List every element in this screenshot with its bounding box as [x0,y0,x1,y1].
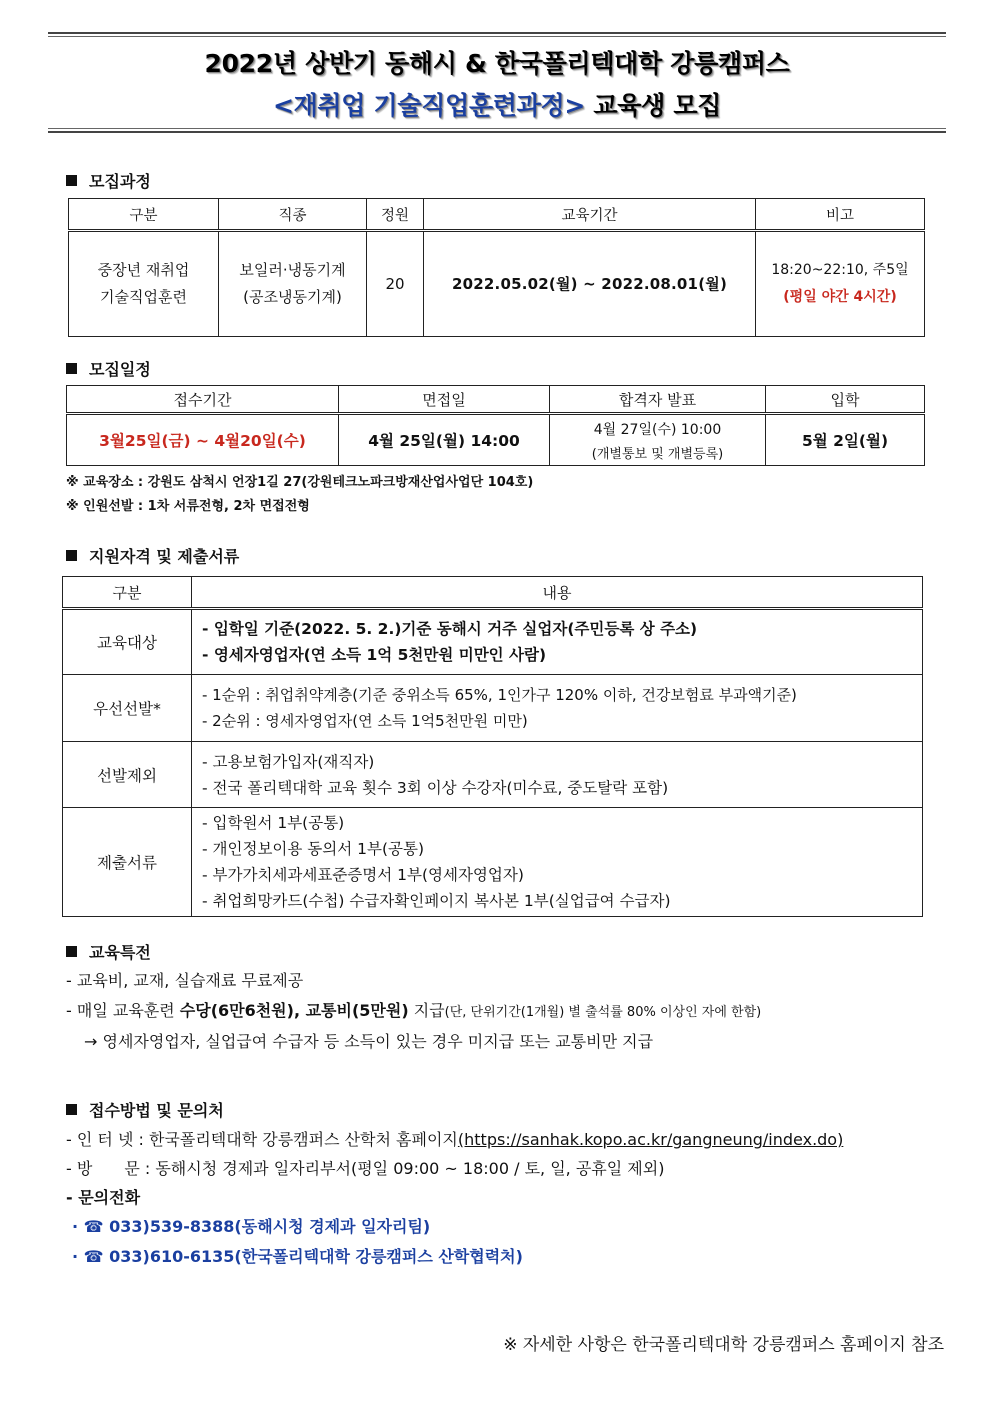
course-capacity-cell: 20 [367,231,424,337]
schedule-header-apply: 접수기간 [67,386,339,414]
section-heading-course: 모집과정 [66,169,151,192]
footer-note: ※ 자세한 사항은 한국폴리텍대학 강릉캠퍼스 홈페이지 참조 [503,1335,944,1355]
square-bullet-icon [66,946,77,957]
course-table [68,198,925,337]
square-bullet-icon [66,550,77,561]
course-header-note: 비고 [756,199,925,231]
benefit-exception: → 영세자영업자, 실업급여 수급자 등 소득이 있는 경우 미지급 또는 교통비만 지급 [84,1032,654,1051]
title-rule-top-thin [48,36,946,37]
title-rule-bottom-thin [48,128,946,129]
square-bullet-icon [66,1104,77,1115]
course-header-category: 구분 [69,199,219,231]
schedule-header-announce: 합격자 발표 [550,386,766,414]
title-rule-bottom [48,131,946,133]
contact-phone-label: - 문의전화 [66,1188,141,1207]
course-header-capacity: 정원 [367,199,424,231]
qualification-content-documents: - 입학원서 1부(공통) - 개인정보이용 동의서 1부(공통) - 부가가치세과세표준증명서 1부(영세자영업자) - 취업희망카드(수첩) 수급자확인페이지 복사본 1부(실업급여 수급자) [192,808,923,917]
qualification-category-target: 교육대상 [63,609,192,675]
schedule-header-admission: 입학 [766,386,925,414]
note-selection: ※ 인원선발 : 1차 서류전형, 2차 면접전형 [66,499,310,514]
contact-internet: - 인 터 넷 : 한국폴리텍대학 강릉캠퍼스 산학처 홈페이지(https://sanhak.kopo.ac.kr/gangneung/index.do) [66,1130,844,1149]
course-job-cell: 보일러·냉동기계 (공조냉동기계) [219,231,367,337]
square-bullet-icon [66,363,77,374]
course-note-cell: 18:20~22:10, 주5일 (평일 야간 4시간) [756,231,925,337]
contact-phone-polytech: · ☎ 033)610-6135(한국폴리텍대학 강릉캠퍼스 산학협력처) [72,1247,523,1266]
course-category-cell: 중장년 재취업 기술직업훈련 [69,231,219,337]
benefit-allowance: - 매일 교육훈련 수당(6만6천원), 교통비(5만원) 지급(단, 단위기간(1개월) 별 출석률 80% 이상인 자에 한함) [66,1001,762,1020]
schedule-apply-cell: 3월25일(금) ~ 4월20일(수) [67,414,339,466]
section-heading-qualification: 지원자격 및 제출서류 [66,544,239,567]
square-bullet-icon [66,175,77,186]
qualification-category-exclusion: 선발제외 [63,742,192,808]
qualification-content-exclusion: - 고용보험가입자(재직자) - 전국 폴리텍대학 교육 횟수 3회 이상 수강자(미수료, 중도탈락 포함) [192,742,923,808]
course-header-period: 교육기간 [424,199,756,231]
qualification-content-target: - 입학일 기준(2022. 5. 2.)기준 동해시 거주 실업자(주민등록 상 주소) - 영세자영업자(연 소득 1억 5천만원 미만인 사람) [192,609,923,675]
homepage-link[interactable]: (https://sanhak.kopo.ac.kr/gangneung/index.do) [457,1130,844,1149]
page-title-line2 [48,86,946,122]
schedule-interview-cell: 4월 25일(월) 14:00 [339,414,550,466]
qualification-header-content: 내용 [192,577,923,609]
page-title-line1: 2022년 상반기 동해시 & 한국폴리텍대학 강릉캠퍼스 [204,49,790,78]
qualification-category-documents: 제출서류 [63,808,192,917]
benefit-free-items: - 교육비, 교재, 실습재료 무료제공 [66,971,304,990]
course-period-cell: 2022.05.02(월) ~ 2022.08.01(월) [424,231,756,337]
schedule-table [66,385,925,466]
schedule-announce-cell: 4월 27일(수) 10:00 (개별통보 및 개별등록) [550,414,766,466]
section-heading-benefits: 교육특전 [66,940,151,963]
qualification-header-category: 구분 [63,577,192,609]
section-heading-contact: 접수방법 및 문의처 [66,1098,224,1121]
section-heading-schedule: 모집일정 [66,357,151,380]
title-rule-top [48,32,946,34]
contact-phone-donghae: · ☎ 033)539-8388(동해시청 경제과 일자리팀) [72,1217,431,1236]
qualification-category-priority: 우선선발* [63,675,192,742]
page-title-suffix: 교육생 모집 [585,91,722,120]
schedule-header-interview: 면접일 [339,386,550,414]
qualification-content-priority: - 1순위 : 취업취약계층(기준 중위소득 65%, 1인가구 120% 이하, 건강보험료 부과액기준) - 2순위 : 영세자영업자(연 소득 1억5천만원 미만) [192,675,923,742]
qualification-table [62,576,923,917]
course-header-job: 직종 [219,199,367,231]
schedule-admission-cell: 5월 2일(월) [766,414,925,466]
page-title-course-name: <재취업 기술직업훈련과정> [272,91,585,120]
note-location: ※ 교육장소 : 강원도 삼척시 언장1길 27(강원테크노파크방재산업사업단 104호) [66,475,534,490]
contact-visit: - 방 문 : 동해시청 경제과 일자리부서(평일 09:00 ~ 18:00 / 토, 일, 공휴일 제외) [66,1159,665,1178]
